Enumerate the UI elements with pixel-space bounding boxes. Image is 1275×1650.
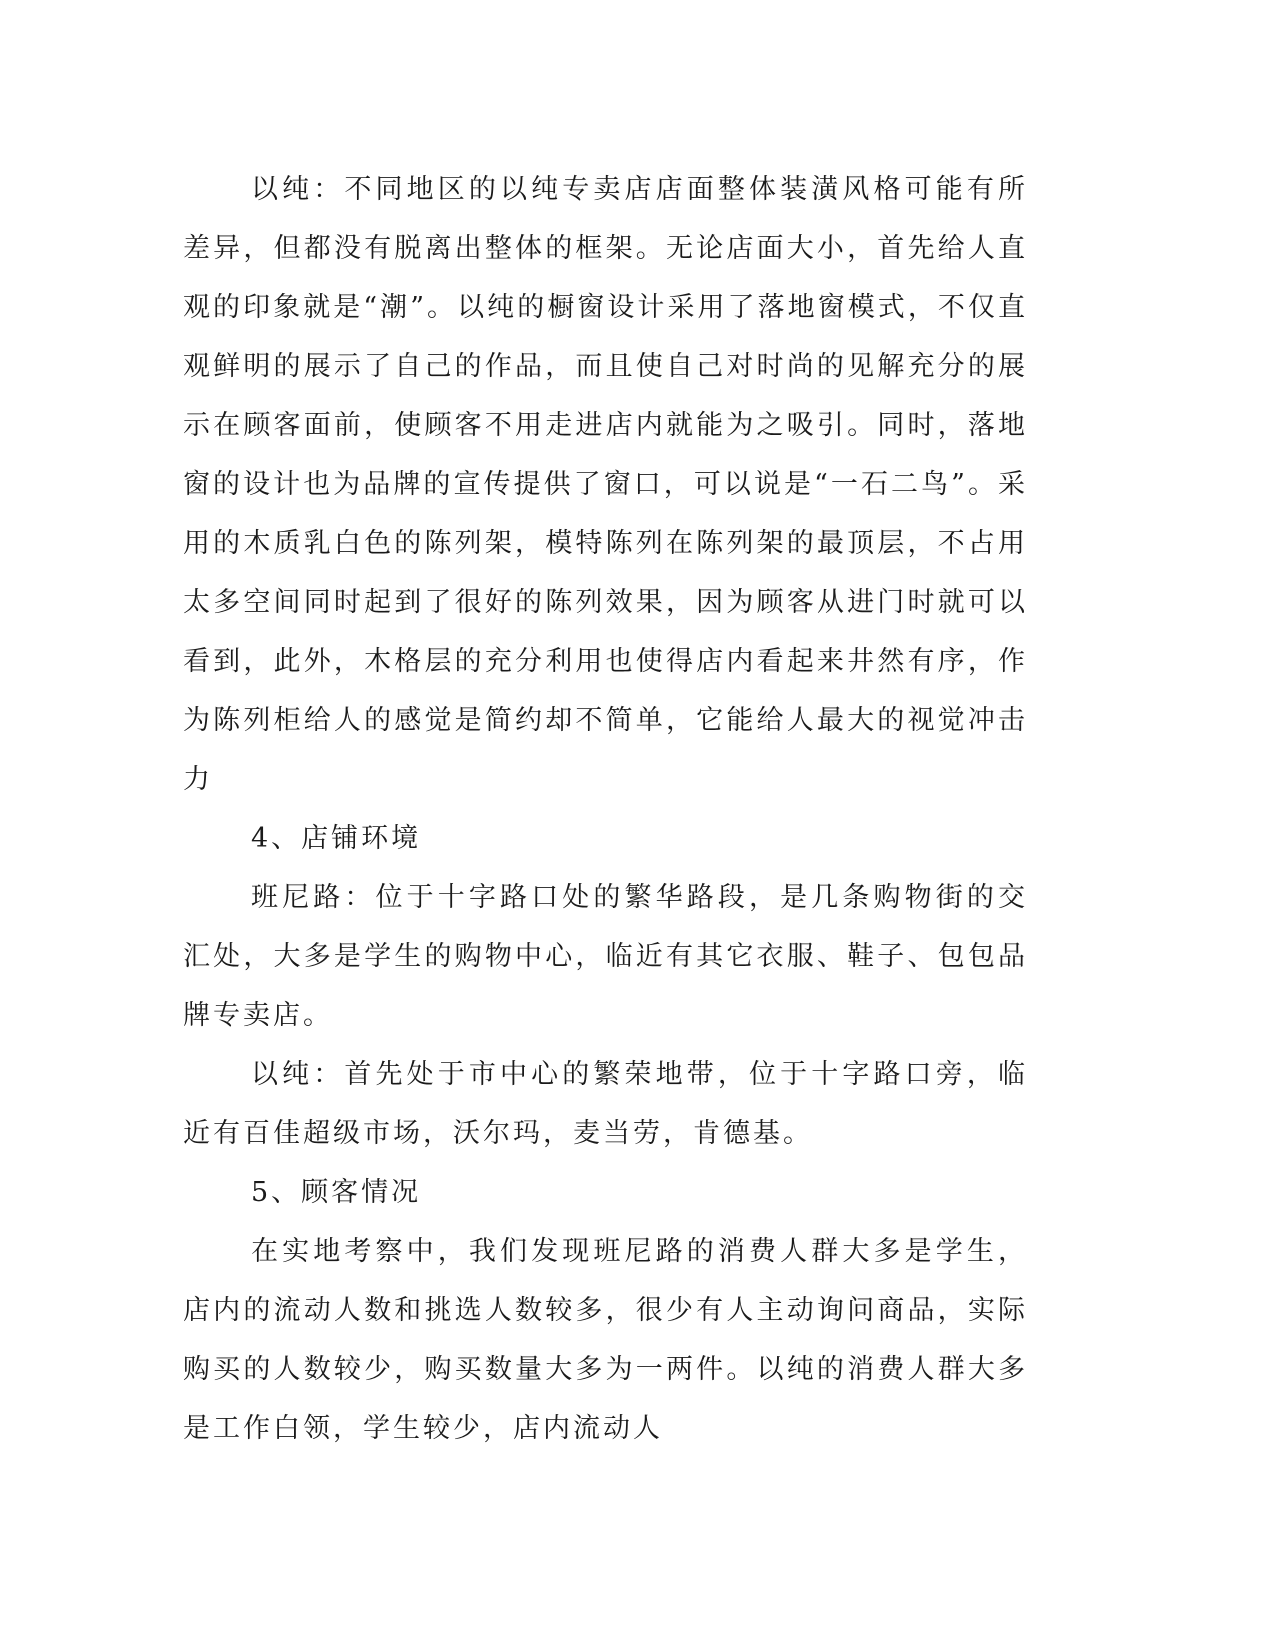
section-heading-customer-situation: 5、顾客情况 (251, 1177, 422, 1208)
document-body (183, 160, 1028, 1458)
paragraph-yichun-environment: 以纯：首先处于市中心的繁荣地带，位于十字路口旁，临近有百佳超级市场，沃尔玛，麦当劳，肯德基。 (183, 1059, 1028, 1149)
paragraph-baleno-environment: 班尼路：位于十字路口处的繁华路段，是几条购物街的交汇处，大多是学生的购物中心，临近有其它衣服、鞋子、包包品牌专卖店。 (183, 882, 1028, 1031)
paragraph-customer-situation: 在实地考察中，我们发现班尼路的消费人群大多是学生，店内的流动人数和挑选人数较多，很少有人主动询问商品，实际购买的人数较少，购买数量大多为一两件。以纯的消费人群大多是工作白领，学生较少，店内流动人 (183, 1236, 1028, 1444)
section-heading-store-environment: 4、店铺环境 (251, 823, 422, 854)
paragraph-yichun-decoration: 以纯：不同地区的以纯专卖店店面整体装潢风格可能有所差异，但都没有脱离出整体的框架。无论店面大小，首先给人直观的印象就是“潮”。以纯的橱窗设计采用了落地窗模式，不仅直观鲜明的展示了自己的作品，而且使自己对时尚的见解充分的展示在顾客面前，使顾客不用走进店内就能为之吸引。同时，落地窗的设计也为品牌的宣传提供了窗口，可以说是“一石二鸟”。采用的木质乳白色的陈列架，模特陈列在陈列架的最顶层，不占用太多空间同时起到了很好的陈列效果，因为顾客从进门时就可以看到，此外，木格层的充分利用也使得店内看起来井然有序，作为陈列柜给人的感觉是简约却不简单，它能给人最大的视觉冲击力 (183, 174, 1028, 795)
